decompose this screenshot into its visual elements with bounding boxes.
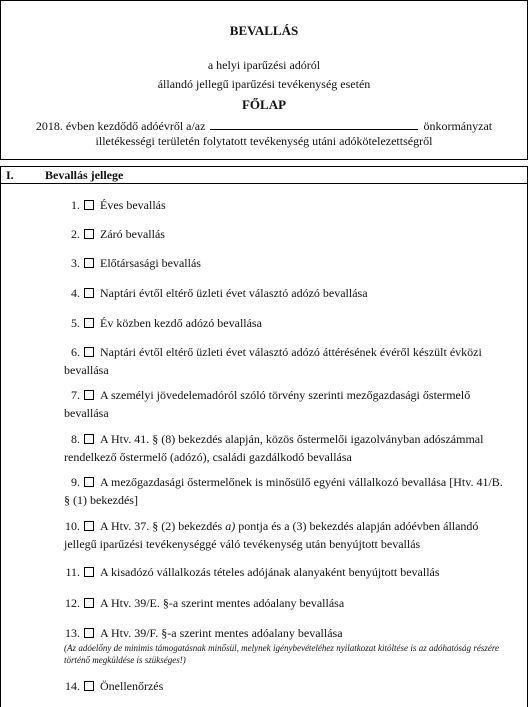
list-item: 5. Év közben kezdő adózó bevallása xyxy=(71,316,262,330)
list-item: 4. Naptári évtől eltérő üzleti évet választó adózó bevallása xyxy=(71,286,368,300)
checkbox[interactable] xyxy=(84,347,94,357)
checkbox[interactable] xyxy=(84,258,94,268)
list-item: 6. Naptári évtől eltérő üzleti évet választó adózó áttérésének évéről készült évközi bevallása xyxy=(64,345,482,377)
checkbox[interactable] xyxy=(84,318,94,328)
checkbox[interactable] xyxy=(84,521,94,531)
list-item: 7. A személyi jövedelemadóról szóló törvény szerinti mezőgazdasági őstermelő bevallása xyxy=(64,388,471,420)
list-item: 14. Önellenőrzés xyxy=(65,679,164,693)
list-item: 12. A Htv. 39/E. §-a szerint mentes adóalany bevallása xyxy=(65,596,345,610)
checkbox[interactable] xyxy=(84,200,94,210)
checkbox[interactable] xyxy=(84,288,94,298)
period-line xyxy=(1,118,527,134)
checkbox[interactable] xyxy=(84,681,94,691)
section-header xyxy=(1,167,527,184)
checkbox[interactable] xyxy=(84,567,94,577)
list-item: 9. A mezőgazdasági őstermelőnek is minősülő egyéni vállalkozó bevallása [Htv. 41/B. § (1) bekezdés] xyxy=(64,475,503,507)
municipality-input-line[interactable] xyxy=(210,118,418,130)
section-number: I. xyxy=(6,168,14,182)
form-subject-line1: a helyi iparűzési adóról xyxy=(207,58,321,72)
section-title: Bevallás jellege xyxy=(45,168,124,182)
period-line2: illetékességi területén folytatott tevékenység utáni adókötelezettségről xyxy=(95,134,433,148)
list-item: 3. Előtársasági bevallás xyxy=(71,256,201,270)
checkbox[interactable] xyxy=(84,628,94,638)
list-item: 11. A kisadózó vállalkozás tételes adójának alanyaként benyújtott bevallás xyxy=(65,565,440,579)
checkbox[interactable] xyxy=(84,598,94,608)
list-item: 13. A Htv. 39/F. §-a szerint mentes adóalany bevallása (Az adóelőny de minimis támogatásnak minősül, melynek igénybevételéhez nyilatkozat kitöltése is az adóhatóság részére történő megküldése is szükséges!) xyxy=(64,624,507,666)
checkbox[interactable] xyxy=(84,434,94,444)
section-return-type xyxy=(0,166,528,707)
form-header xyxy=(0,0,528,160)
form-title: BEVALLÁS xyxy=(229,23,299,38)
checkbox[interactable] xyxy=(84,390,94,400)
form-subject-line2: állandó jellegű iparűzési tevékenység esetén xyxy=(157,77,371,91)
de-minimis-note: (Az adóelőny de minimis támogatásnak minősül, melynek igénybevételéhez nyilatkozat kitöltése is az adóhatóság részére történő megküldése is szükséges!) xyxy=(64,643,499,665)
form-subtitle: FŐLAP xyxy=(241,97,287,112)
period-prefix: 2018. évben kezdődő adóévről a/az xyxy=(35,119,206,133)
list-item: 2. Záró bevallás xyxy=(71,227,165,241)
list-item: 8. A Htv. 41. § (8) bekezdés alapján, közös őstermelői igazolványban adószámmal rendelkező őstermelő (adózó), családi gazdálkodó bevallása xyxy=(64,432,484,464)
checkbox[interactable] xyxy=(84,477,94,487)
checkbox[interactable] xyxy=(84,229,94,239)
list-item: 10. A Htv. 37. § (2) bekezdés a) pontja és a (3) bekezdés alapján adóévben állandó jellegű iparűzési tevékenységgé váló tevékenység után benyújtott bevallás xyxy=(64,519,479,551)
list-item: 1. Éves bevallás xyxy=(71,198,166,212)
period-suffix: önkormányzat xyxy=(423,119,493,133)
